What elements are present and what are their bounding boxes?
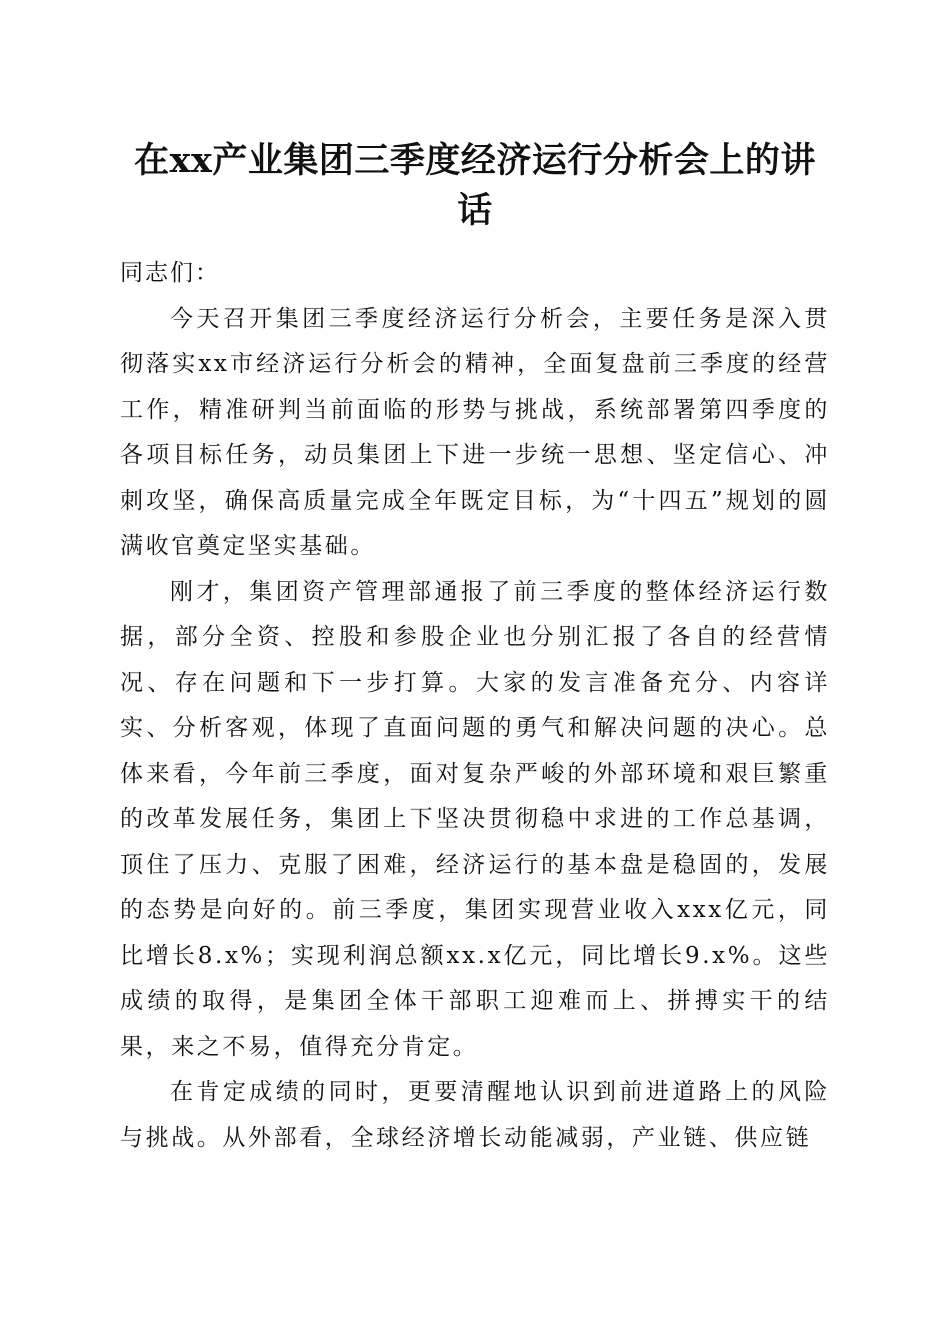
paragraph-review: 刚才，集团资产管理部通报了前三季度的整体经济运行数据，部分全资、控股和参股企业也分别汇报了各自的经营情况、存在问题和下一步打算。大家的发言准备充分、内容详实、分析客观，体现了直面问题的勇气和解决问题的决心。总体来看，今年前三季度，面对复杂严峻的外部环境和艰巨繁重的改革发展任务，集团上下坚决贯彻稳中求进的工作总基调，顶住了压力、克服了困难，经济运行的基本盘是稳固的，发展的态势是向好的。前三季度，集团实现营业收入xxx亿元，同比增长8.x%；实现利润总额xx.x亿元，同比增长9.x%。这些成绩的取得，是集团全体干部职工迎难而上、拼搏实干的结果，来之不易，值得充分肯定。 (120, 578, 830, 1060)
salutation: 同志们： (120, 260, 220, 286)
document-body (120, 251, 830, 1161)
document-title: 在xx产业集团三季度经济运行分析会上的讲话 (134, 140, 816, 231)
paragraph-opening: 今天召开集团三季度经济运行分析会，主要任务是深入贯彻落实xx市经济运行分析会的精神，全面复盘前三季度的经营工作，精准研判当前面临的形势与挑战，系统部署第四季度的各项目标任务，动员集团上下进一步统一思想、坚定信心、冲刺攻坚，确保高质量完成全年既定目标，为“十四五”规划的圆满收官奠定坚实基础。 (120, 305, 830, 559)
paragraph-challenges: 在肯定成绩的同时，更要清醒地认识到前进道路上的风险与挑战。从外部看，全球经济增长动能减弱，产业链、供应链 (120, 1079, 830, 1151)
